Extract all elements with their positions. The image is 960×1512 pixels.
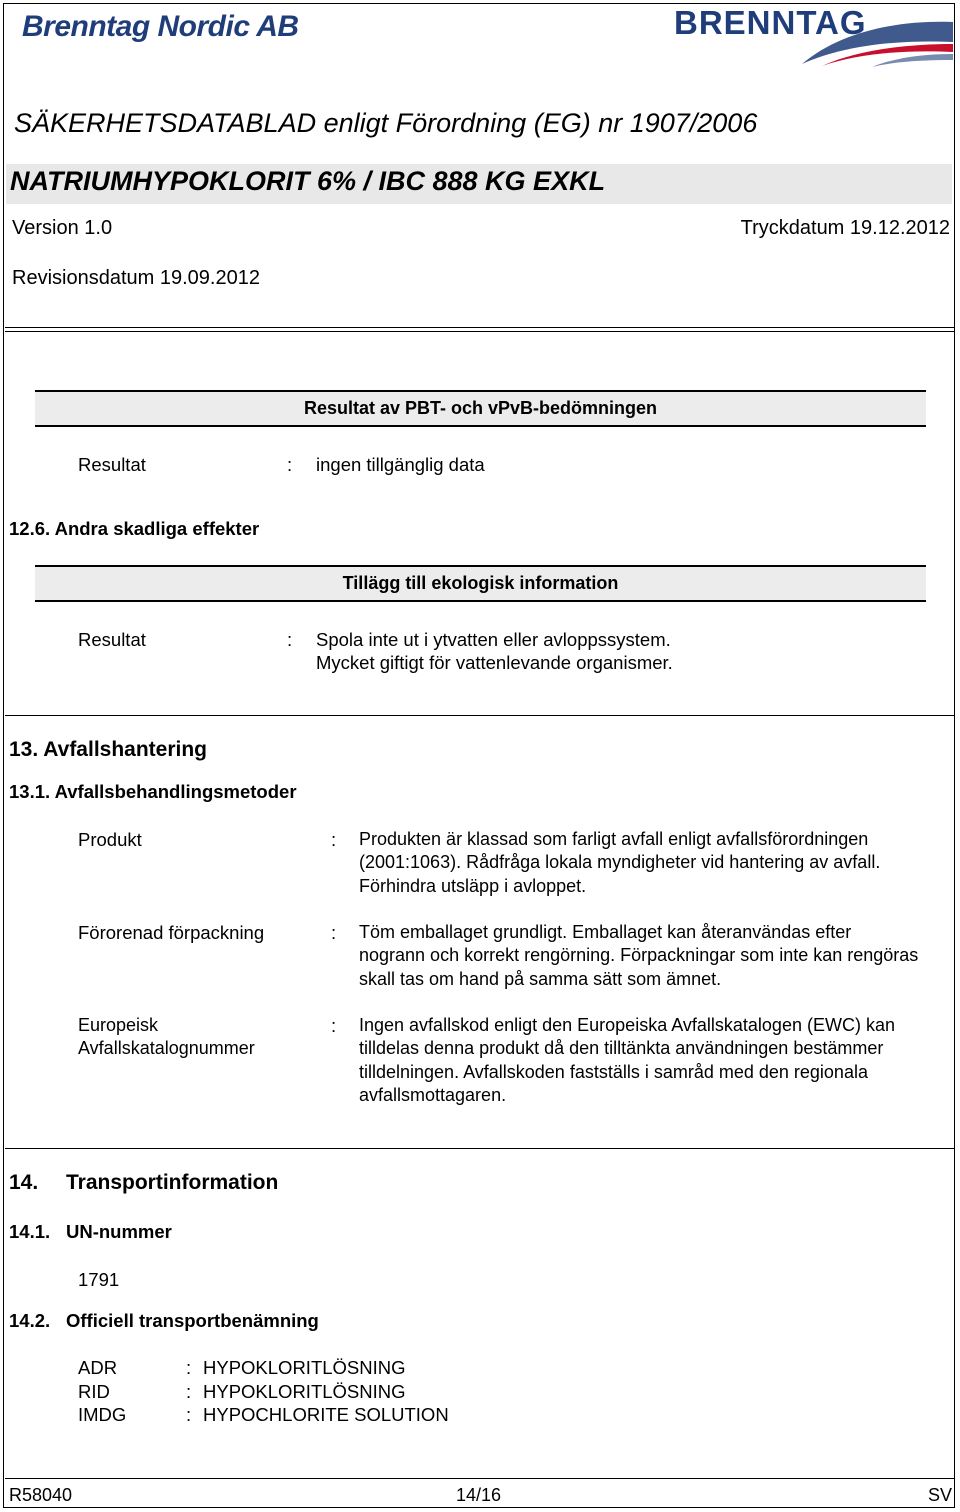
waste-value-ewc: Ingen avfallskod enligt den Europeiska Avfallskatalogen (EWC) kan tilldelas denna produkt då den tilltänkta användningen bestämmer tilldelningen. Avfallskoden fastställs i samråd med den regionala avfallsmottagaren. (359, 1015, 895, 1105)
company-name: Brenntag Nordic AB (22, 10, 299, 43)
section-13-heading: 13. Avfallshantering (9, 738, 208, 761)
revision-date: Revisionsdatum 19.09.2012 (12, 267, 260, 289)
waste-colon-packaging: : (331, 922, 337, 943)
transport-value-imdg: HYPOCHLORITE SOLUTION (203, 1404, 449, 1425)
logo-wordmark: BRENNTAG (674, 4, 867, 41)
eco-info-box (35, 565, 926, 602)
eco-label: Resultat (78, 629, 146, 650)
header-divider (5, 327, 954, 328)
eco-info-title: Tillägg till ekologisk information (342, 573, 619, 593)
waste-label-packaging: Förorenad förpackning (78, 922, 265, 943)
transport-label-rid: RID (78, 1381, 110, 1402)
transport-colon-adr: : (186, 1357, 192, 1378)
section-14-2-heading: Officiell transportbenämning (66, 1310, 319, 1331)
transport-label-adr: ADR (78, 1357, 118, 1378)
section-14-2-number: 14.2. (9, 1310, 51, 1331)
waste-value-product: Produkten är klassad som farligt avfall enligt avfallsförordningen (2001:1063). Rådfråga lokala myndigheter vid hantering av avfall. Förhindra utsläpp i avloppet. (359, 829, 881, 896)
pbt-colon: : (287, 454, 293, 475)
waste-value-packaging: Töm emballaget grundligt. Emballaget kan återanvändas efter nogrann och korrekt rengörning. Förpackningar som inte kan rengöras skall tas om hand på samma sätt som ämnet. (359, 922, 919, 989)
print-date: Tryckdatum 19.12.2012 (740, 217, 950, 239)
eco-value-line1: Spola inte ut i ytvatten eller avloppssystem. (316, 629, 671, 650)
waste-colon-product: : (331, 829, 337, 850)
footer-page-number: 14/16 (456, 1485, 502, 1505)
transport-value-adr: HYPOKLORITLÖSNING (203, 1357, 406, 1378)
eco-colon: : (287, 629, 293, 650)
footer-code: R58040 (9, 1485, 73, 1505)
pbt-box-title: Resultat av PBT- och vPvB-bedömningen (303, 398, 658, 418)
transport-value-rid: HYPOKLORITLÖSNING (203, 1381, 406, 1402)
section-13-1-heading: 13.1. Avfallsbehandlingsmetoder (9, 781, 297, 802)
section-divider-14 (5, 1148, 954, 1149)
version: Version 1.0 (12, 217, 113, 239)
product-name: NATRIUMHYPOKLORIT 6% / IBC 888 KG EXKL (10, 166, 606, 196)
transport-label-imdg: IMDG (78, 1404, 127, 1425)
pbt-value: ingen tillgänglig data (316, 454, 485, 475)
brenntag-logo (672, 4, 954, 68)
section-divider-13 (5, 715, 954, 716)
document-title: SÄKERHETSDATABLAD enligt Förordning (EG) nr 1907/2006 (14, 108, 758, 138)
section-12-6-heading: 12.6. Andra skadliga effekter (9, 518, 260, 539)
section-14-number: 14. (9, 1171, 39, 1194)
section-14-heading: Transportinformation (66, 1171, 279, 1194)
waste-label-ewc: Europeisk Avfallskatalognummer (78, 1015, 255, 1059)
header-divider-2 (5, 331, 954, 332)
transport-colon-rid: : (186, 1381, 192, 1402)
pbt-box (35, 390, 926, 427)
waste-colon-ewc: : (331, 1015, 337, 1036)
logo-swoosh-light (872, 54, 953, 67)
pbt-label: Resultat (78, 454, 146, 475)
un-number: 1791 (78, 1269, 120, 1290)
section-14-1-number: 14.1. (9, 1221, 51, 1242)
section-14-1-heading: UN-nummer (66, 1221, 172, 1242)
transport-colon-imdg: : (186, 1404, 192, 1425)
footer-divider (5, 1478, 954, 1479)
waste-label-product: Produkt (78, 829, 142, 850)
footer-language: SV (927, 1485, 952, 1505)
eco-value-line2: Mycket giftigt för vattenlevande organismer. (316, 652, 673, 673)
